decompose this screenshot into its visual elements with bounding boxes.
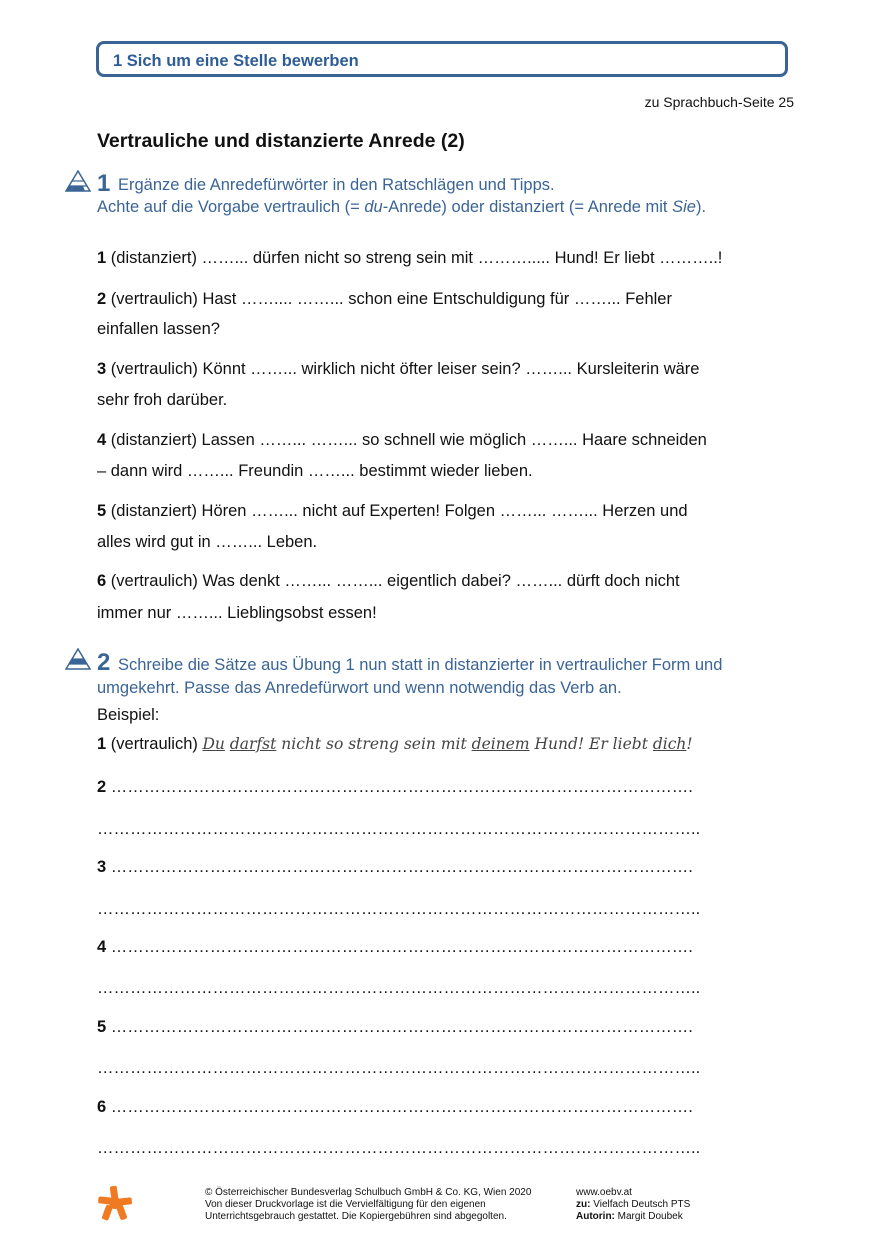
- answer-line-2-continued[interactable]: ………………………………………………………………………………………………..: [97, 820, 701, 838]
- example-label: Beispiel:: [97, 706, 160, 724]
- task-2-instruction-line1: Schreibe die Sätze aus Übung 1 nun statt in distanzierter in vertraulicher Form und: [118, 656, 723, 674]
- task-1-item-3: 3 (vertraulich) Könnt ……... wirklich nicht öfter leiser sein? ……... Kursleiterin wäre: [97, 360, 700, 378]
- website-link[interactable]: www.oebv.at: [576, 1187, 632, 1198]
- chapter-title: 1 Sich um eine Stelle bewerben: [113, 52, 359, 70]
- page-reference: zu Sprachbuch-Seite 25: [644, 94, 794, 110]
- task-1-item-2-continued: einfallen lassen?: [97, 320, 220, 338]
- answer-line-2[interactable]: 2 …………………………………………………………………………………………….: [97, 778, 693, 796]
- task-1-item-5-continued: alles wird gut in ……... Leben.: [97, 533, 318, 551]
- task-1-item-3-continued: sehr froh darüber.: [97, 391, 228, 409]
- copyright-notice: © Österreichischer Bundesverlag Schulbuch GmbH & Co. KG, Wien 2020 Von dieser Druckvorlage ist die Vervielfältigung für den eigenen Unterrichtsgebrauch gestattet. Die Kopiergebühren sind abgegolten.: [205, 1187, 532, 1222]
- pyramid-level-icon: [65, 170, 91, 192]
- answer-line-5-continued[interactable]: ………………………………………………………………………………………………..: [97, 1059, 701, 1077]
- pyramid-level-icon: [65, 648, 91, 670]
- oebv-asterisk-logo: [96, 1184, 134, 1222]
- answer-line-5[interactable]: 5 …………………………………………………………………………………………….: [97, 1018, 693, 1036]
- task-1-instruction-line2: Achte auf die Vorgabe vertraulich (= du-Anrede) oder distanziert (= Anrede mit Sie).: [97, 198, 707, 216]
- task-1-item-4: 4 (distanziert) Lassen ……... ……... so schnell wie möglich ……... Haare schneiden: [97, 431, 707, 449]
- task-2-number: 2: [97, 649, 111, 676]
- answer-line-4-continued[interactable]: ………………………………………………………………………………………………..: [97, 979, 701, 997]
- task-1-instruction-line1: Ergänze die Anredefürwörter in den Ratschlägen und Tipps.: [118, 176, 555, 194]
- task-1-item-5: 5 (distanziert) Hören ……... nicht auf Experten! Folgen ……... ……... Herzen und: [97, 502, 688, 520]
- answer-line-3-continued[interactable]: ………………………………………………………………………………………………..: [97, 900, 701, 918]
- chapter-header-box: [96, 41, 788, 77]
- answer-line-6-continued[interactable]: ………………………………………………………………………………………………..: [97, 1139, 701, 1157]
- task-1-item-6-continued: immer nur ……... Lieblingsobst essen!: [97, 604, 377, 622]
- answer-line-6[interactable]: 6 …………………………………………………………………………………………….: [97, 1098, 693, 1116]
- task-1-item-4-continued: – dann wird ……... Freundin ……... bestimmt wieder lieben.: [97, 462, 533, 480]
- page-title: Vertrauliche und distanzierte Anrede (2): [97, 130, 465, 152]
- task-1-number: 1: [97, 170, 111, 197]
- task-1-item-2: 2 (vertraulich) Hast …….... ……... schon eine Entschuldigung für ……... Fehler: [97, 290, 672, 308]
- example-sentence: 1 (vertraulich) Du darfst nicht so streng sein mit deinem Hund! Er liebt dich!: [97, 735, 693, 753]
- task-1-item-1: 1 (distanziert) ……... dürfen nicht so streng sein mit ………..... Hund! Er liebt ………..!: [97, 249, 723, 267]
- task-2-instruction-line2: umgekehrt. Passe das Anredefürwort und wenn notwendig das Verb an.: [97, 679, 622, 697]
- answer-line-4[interactable]: 4 …………………………………………………………………………………………….: [97, 938, 693, 956]
- answer-line-3[interactable]: 3 …………………………………………………………………………………………….: [97, 858, 693, 876]
- publisher-info: www.oebv.at zu: Vielfach Deutsch PTS Autorin: Margit Doubek: [576, 1187, 691, 1222]
- task-1-item-6: 6 (vertraulich) Was denkt ……... ……... eigentlich dabei? ……... dürft doch nicht: [97, 572, 680, 590]
